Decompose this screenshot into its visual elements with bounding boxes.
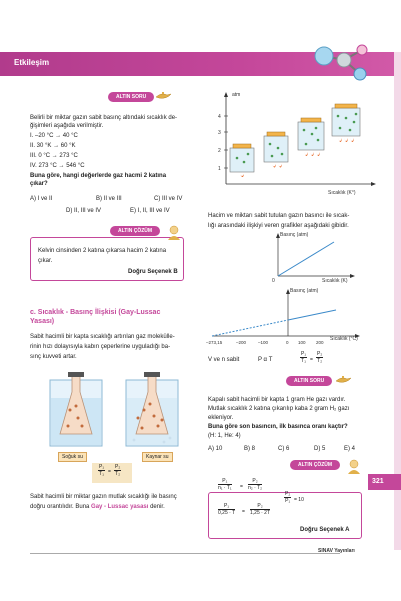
footer-rule <box>30 553 340 554</box>
gold-solution-badge: ALTIN ÇÖZÜM <box>110 226 160 236</box>
graph-desc-line1: Hacim ve miktarı sabit tutulan gazın basıncı ile sıcak- <box>208 213 350 219</box>
graph2-tick-5: 100 <box>298 340 306 345</box>
q1-option-c[interactable]: C) III ve IV <box>154 196 183 202</box>
chapter-title: Etkileşim <box>14 58 50 67</box>
genie-icon-2 <box>344 458 364 476</box>
section-title-line2: Yasası) <box>30 318 55 325</box>
solution-frac-1: $\frac{\text{P₁}}{\text{n₁ · T₁}}$ <box>218 478 232 491</box>
y-tick-1: 1 <box>218 166 221 172</box>
q2-option-a[interactable]: A) 10 <box>208 446 223 452</box>
solution-frac-5: $\frac{\text{P₂}}{1,25 \cdot 2T}$ <box>250 503 271 516</box>
q2-line2: Mutlak sıcaklık 2 katına çıkarılıp kaba 2 gram H₂ gazı <box>208 406 350 412</box>
solution-result: = 10 <box>294 497 304 503</box>
solution-eq-1: = <box>240 484 243 490</box>
q1-option-e[interactable]: E) I, II, III ve IV <box>130 208 170 214</box>
graph1-y-label: Basınç (atm) <box>280 232 309 238</box>
section-p3: sınç kuvveti artar. <box>30 354 77 360</box>
section-title <box>30 308 190 326</box>
q1-item-2: II. 30 °K → 60 °K <box>30 143 76 149</box>
q2-line3: ekleniyor. <box>208 415 234 421</box>
beaker-3 <box>298 118 324 156</box>
ratio-equals: = <box>108 469 111 475</box>
pressure-kelvin-graph <box>258 230 358 284</box>
solution-2-answer: Doğru Seçenek A <box>300 527 350 533</box>
graph2-x-label: Sıcaklık (°C) <box>330 336 358 342</box>
magic-lamp-icon-2 <box>334 374 352 384</box>
y-axis-unit: atm <box>232 92 241 98</box>
q2-option-b[interactable]: B) 8 <box>244 446 256 452</box>
solution-frac-3: $\frac{\text{P₂}}{\text{P₁}}$ <box>285 491 291 504</box>
section-bottom-line2: doğru orantılıdır. Buna Gay - Lussac yasası denir. <box>30 504 165 510</box>
beaker-4 <box>332 104 360 142</box>
graph2-tick-6: 200 <box>316 340 324 345</box>
solution-1-line2: çıkar. <box>38 258 53 264</box>
graph-desc-line2: lığı arasındaki ilişkiyi veren grafikler aşağıdaki gibidir. <box>208 223 349 229</box>
relation-proportional: P α T <box>258 357 273 363</box>
ratio-p2-t2: $\frac{\text{P₂}}{\text{T₂}}$ <box>115 464 121 477</box>
graph1-origin: 0 <box>272 278 275 284</box>
pressure-celsius-graph <box>206 286 366 348</box>
section-p2: rinin hızı dolayısıyla kabın çeperlerine uyguladığı ba- <box>30 344 171 350</box>
q2-option-e[interactable]: E) 4 <box>344 446 356 452</box>
flask-illustration <box>44 370 184 450</box>
section-bottom-line1: Sabit hacimli bir miktar gazın mutlak sıcaklığı ile basınç <box>30 494 177 500</box>
q2-option-d[interactable]: D) 5 <box>314 446 326 452</box>
relation-equals: = <box>310 357 313 363</box>
q1-intro-line2: ğişimleri aşağıda verilmiştir. <box>30 123 104 129</box>
gold-question-badge-2: ALTIN SORU <box>286 376 332 386</box>
q1-item-3: III. 0 °C → 273 °C <box>30 153 78 159</box>
page-number: 321 <box>372 478 384 485</box>
ratio-p1-t1: $\frac{\text{P₁}}{\text{T₁}}$ <box>99 464 105 477</box>
q1-option-a[interactable]: A) I ve II <box>30 196 53 202</box>
gold-question-badge: ALTIN SORU <box>108 92 154 102</box>
pressure-temperature-illustration <box>212 88 378 198</box>
x-axis-unit: Sıcaklık (K°) <box>328 190 356 196</box>
y-tick-4: 4 <box>218 114 221 120</box>
graph1-x-label: Sıcaklık (K) <box>322 278 348 284</box>
q2-line1: Kapalı sabit hacimli bir kapta 1 gram He gazı vardır. <box>208 397 346 403</box>
publisher-logo: SINAV Yayınları <box>318 548 355 554</box>
y-tick-3: 3 <box>218 130 221 136</box>
graph2-tick-1: –273,15 <box>206 340 223 345</box>
solution-1-line1: Kelvin cinsinden 2 katına çıkarsa hacim 2 katına <box>38 248 167 254</box>
section-p1: Sabit hacimli bir kapta sıcaklığı artırılan gaz molekülle- <box>30 334 175 340</box>
cold-water-label: Soğuk su <box>58 452 87 462</box>
genie-icon <box>164 224 184 242</box>
solution-eq-2: = <box>242 509 245 515</box>
q1-option-b[interactable]: B) II ve III <box>96 196 122 202</box>
solution-frac-4: $\frac{\text{P₁}}{0,25 \cdot T}$ <box>218 503 236 516</box>
solution-1-answer: Doğru Seçenek B <box>128 269 178 275</box>
molecule-icon <box>310 36 380 86</box>
gold-solution-badge-2: ALTIN ÇÖZÜM <box>290 460 340 470</box>
y-tick-2: 2 <box>218 148 221 154</box>
relation-constants: V ve n sabit <box>208 357 240 363</box>
q2-option-c[interactable]: C) 6 <box>278 446 290 452</box>
beaker-1 <box>230 144 254 177</box>
solution-frac-2: $\frac{\text{P₂}}{\text{n₂ · T₂}}$ <box>248 478 263 491</box>
graph2-tick-3: –100 <box>258 340 269 345</box>
q2-question: Buna göre son basıncın, ilk basınca oranı kaçtır? <box>208 424 348 430</box>
q1-item-4: IV. 273 °C → 546 °C <box>30 163 85 169</box>
q1-option-d[interactable]: D) II, III ve IV <box>66 208 102 214</box>
graph2-tick-4: 0 <box>286 340 289 345</box>
relation-p1-t1: $\frac{\text{P₁}}{\text{T₁}}$ <box>301 351 307 364</box>
boiling-water-label: Kaynar su <box>142 452 173 462</box>
q1-intro-line1: Belirli bir miktar gazın sabit basınç altındaki sıcaklık de- <box>30 115 178 121</box>
beaker-2 <box>264 132 288 168</box>
q1-question-line2: çıkar? <box>30 181 48 187</box>
relation-p2-t2: $\frac{\text{P₂}}{\text{T₂}}$ <box>317 351 323 364</box>
graph2-y-label: Basınç (atm) <box>290 288 319 294</box>
q1-question-line1: Buna göre, hangi değerlerde gaz hacmi 2 katına <box>30 173 167 179</box>
section-title-line1: c. Sıcaklık - Basınç İlişkisi (Gay-Lussac <box>30 309 161 316</box>
q2-atomic-masses: (H: 1, He: 4) <box>208 433 241 439</box>
magic-lamp-icon <box>154 90 172 100</box>
q1-item-1: I. –20 °C → 40 °C <box>30 133 78 139</box>
graph2-tick-2: –200 <box>236 340 247 345</box>
